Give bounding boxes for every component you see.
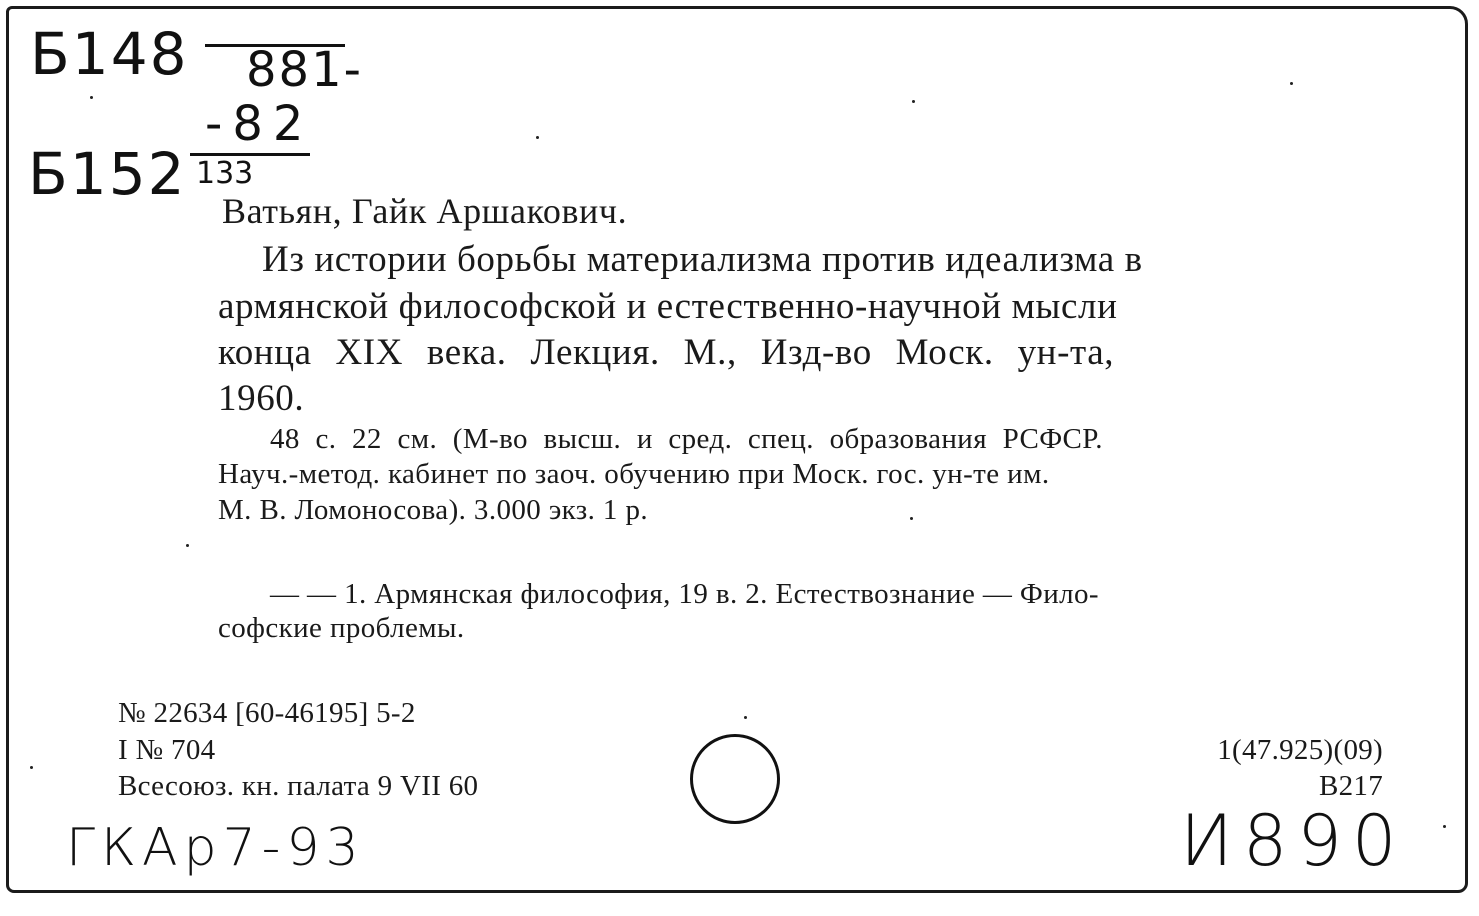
footer-chamber: Всесоюз. кн. палата 9 VII 60 [118, 770, 479, 802]
speck [30, 766, 33, 769]
footer-record-number: № 22634 [60-46195] 5-2 [118, 697, 416, 729]
handwritten-shelf-mark-1-sub: -82 [205, 96, 314, 152]
handwritten-shelf-mark-1: Б148 [30, 20, 189, 88]
handwritten-bottom-left-code: ГКАр7-93 [66, 818, 365, 878]
subject-line-2: софские проблемы. [218, 612, 465, 644]
speck [1443, 825, 1446, 828]
description-line-3: М. В. Ломоносова). 3.000 экз. 1 р. [218, 494, 649, 526]
speck [186, 544, 189, 547]
speck [1290, 82, 1293, 85]
description-line-1: 48 с. 22 см. (М-во высш. и сред. спец. образования РСФСР. [270, 423, 1103, 455]
author-heading: Ватьян, Гайк Аршакович. [222, 191, 628, 231]
card-punch-hole [690, 734, 780, 824]
title-line-3: конца XIX века. Лекция. М., Изд-во Моск. ун-та, [218, 332, 1115, 373]
footer-author-mark: В217 [1318, 770, 1383, 802]
footer-series-number: I № 704 [118, 734, 216, 766]
description-line-2: Науч.-метод. кабинет по заоч. обучению при Моск. гос. ун-те им. [218, 458, 1050, 490]
footer-udc: 1(47.925)(09) [1217, 734, 1383, 766]
title-line-4: 1960. [218, 378, 305, 419]
handwritten-shelf-mark-2-number: 133 [196, 156, 254, 191]
speck [90, 96, 93, 99]
speck [910, 517, 913, 520]
speck [536, 136, 539, 139]
handwritten-bottom-right-code: И890 [1180, 800, 1407, 882]
handwritten-shelf-mark-1-number: 881- [246, 42, 363, 98]
title-line-1: Из истории борьбы материализма против идеализма в [262, 239, 1143, 280]
title-line-2: армянской философской и естественно-научной мысли [218, 286, 1118, 327]
subject-line-1: — — 1. Армянская философия, 19 в. 2. Естествознание — Фило- [270, 578, 1099, 610]
speck [744, 716, 747, 719]
speck [912, 100, 915, 103]
handwritten-shelf-mark-2: Б152 [28, 140, 187, 208]
